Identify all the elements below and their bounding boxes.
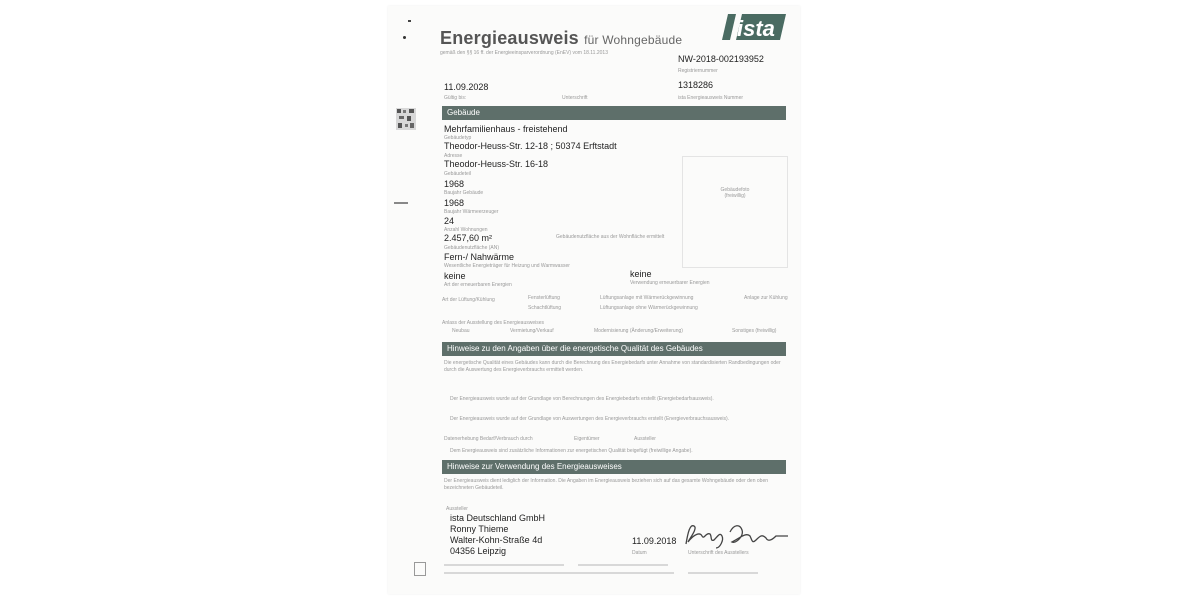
hinweise-option-additional: Dem Energieausweis sind zusätzliche Informationen zur energetischen Qualität beigefügt (freiwillige Angabe). <box>450 448 693 454</box>
address-label: Adresse <box>444 153 463 159</box>
issuer-street: Walter-Kohn-Straße 4d <box>450 535 543 545</box>
ista-logo <box>722 10 788 47</box>
issuer-city: 04356 Leipzig <box>450 546 507 556</box>
usable-area-value: 2.457,60 m² <box>444 233 493 243</box>
renewable-type-label: Art der erneuerbaren Energien <box>444 282 512 288</box>
construction-year-value: 1968 <box>444 179 465 189</box>
energy-carrier-label: Wesentliche Energieträger für Heizung und Warmwasser <box>444 263 570 269</box>
valid-until-date: 11.09.2028 <box>444 82 489 92</box>
reason-new-building: Neubau <box>452 328 470 334</box>
signature-label-top: Unterschrift <box>562 95 588 101</box>
issuer-signature-label: Unterschrift des Ausstellers <box>688 550 749 556</box>
footer-print-line <box>444 572 674 574</box>
issue-reason-label: Anlass der Ausstellung des Energieausweises <box>442 320 545 326</box>
issuer-company: ista Deutschland GmbH <box>450 513 546 523</box>
building-type-label: Gebäudetyp <box>444 135 472 141</box>
address-value: Theodor-Heuss-Str. 12-18 ; 50374 Erftstadt <box>444 141 617 151</box>
living-area-checkbox-label: Gebäudenutzfläche aus der Wohnfläche ermittelt <box>556 234 665 240</box>
data-collection-owner: Eigentümer <box>574 436 600 442</box>
renewable-use-value: keine <box>630 269 652 279</box>
issuer-label: Aussteller <box>446 506 468 512</box>
issuer-name: Ronny Thieme <box>450 524 509 534</box>
handwritten-signature <box>680 518 792 557</box>
ista-number: 1318286 <box>678 80 714 90</box>
scan-dot <box>403 36 406 39</box>
document-title <box>440 28 682 49</box>
building-part-label: Gebäudeteil <box>444 171 471 177</box>
issue-date-label: Datum <box>632 550 647 556</box>
section-bar-gebaeude: Gebäude <box>442 106 786 120</box>
renewable-type-value: keine <box>444 271 466 281</box>
ventilation-option-without-recovery: Lüftungsanlage ohne Wärmerückgewinnung <box>600 305 698 311</box>
scan-mark <box>394 202 408 204</box>
scan-dot <box>408 20 411 22</box>
regulation-text: gemäß den §§ 16 ff. der Energieeinsparverordnung (EnEV) vom 18.11.2013 <box>440 50 608 56</box>
ventilation-option-shaft: Schachtlüftung <box>528 305 562 311</box>
energy-certificate-page <box>388 6 800 594</box>
data-collection-issuer: Aussteller <box>634 436 656 442</box>
energy-carrier-value: Fern-/ Nahwärme <box>444 252 515 262</box>
building-photo-label: Gebäudefoto (freiwillig) <box>720 187 750 199</box>
heater-year-label: Baujahr Wärmeerzeuger <box>444 209 499 215</box>
reason-rent-sale: Vermietung/Verkauf <box>510 328 554 334</box>
ventilation-option-with-recovery: Lüftungsanlage mit Wärmerückgewinnung <box>600 295 694 301</box>
verwendung-paragraph: Der Energieausweis dient lediglich der Information. Die Angaben im Energieausweis beziehen sich auf das gesamte Wohngebäude oder den oben bezeichneten Gebäudeteil. <box>444 478 769 491</box>
ventilation-label: Art der Lüftung/Kühlung <box>442 297 495 303</box>
section-bar-verwendung: Hinweise zur Verwendung des Energieausweises <box>442 460 786 474</box>
footer-print-line <box>688 572 758 574</box>
building-part-value: Theodor-Heuss-Str. 16-18 <box>444 159 549 169</box>
scan-box <box>414 562 426 576</box>
hinweise-option-verbrauch: Der Energieausweis wurde auf der Grundlage von Auswertungen des Energieverbrauchs erstellt (Energieverbrauchsausweis). <box>450 416 730 422</box>
usable-area-label: Gebäudenutzfläche (AN) <box>444 245 500 251</box>
renewable-use-label: Verwendung erneuerbarer Energien <box>630 280 710 286</box>
apartments-value: 24 <box>444 216 455 226</box>
ventilation-option-window: Fensterlüftung <box>528 295 560 301</box>
reason-other: Sonstiges (freiwillig) <box>732 328 777 334</box>
hinweise-option-bedarf: Der Energieausweis wurde auf der Grundlage von Berechnungen des Energiebedarfs erstellt (Energiebedarfsausweis). <box>450 396 714 402</box>
footer-print-line <box>578 564 668 566</box>
qr-code <box>396 108 416 130</box>
hinweise-paragraph: Die energetische Qualität eines Gebäudes kann durch die Berechnung des Energiebedarfs unter Annahme von standardisierten Randbedingungen oder durch die Auswertung des Energieverbrauchs ermittelt werden. <box>444 360 781 373</box>
title-subtitle: für Wohngebäude <box>584 33 683 47</box>
footer-print-line <box>444 564 564 566</box>
cooling-option: Anlage zur Kühlung <box>744 295 788 301</box>
heater-year-value: 1968 <box>444 198 465 208</box>
construction-year-label: Baujahr Gebäude <box>444 190 484 196</box>
section-bar-hinweise: Hinweise zu den Angaben über die energetische Qualität des Gebäudes <box>442 342 786 356</box>
registration-number-label: Registriernummer <box>678 68 718 74</box>
valid-until-label: Gültig bis: <box>444 95 467 101</box>
brand-text: ista <box>737 16 775 41</box>
apartments-label: Anzahl Wohnungen <box>444 227 488 233</box>
data-collection-label: Datenerhebung Bedarf/Verbrauch durch <box>444 436 533 442</box>
reason-modernization: Modernisierung (Änderung/Erweiterung) <box>594 328 683 334</box>
issue-date: 11.09.2018 <box>632 536 677 546</box>
registration-number: NW-2018-002193952 <box>678 54 764 64</box>
title-main-text: Energieausweis <box>440 28 579 48</box>
building-type-value: Mehrfamilienhaus - freistehend <box>444 124 568 134</box>
building-photo-placeholder <box>682 156 788 268</box>
ista-number-label: ista Energieausweis Nummer <box>678 95 744 101</box>
